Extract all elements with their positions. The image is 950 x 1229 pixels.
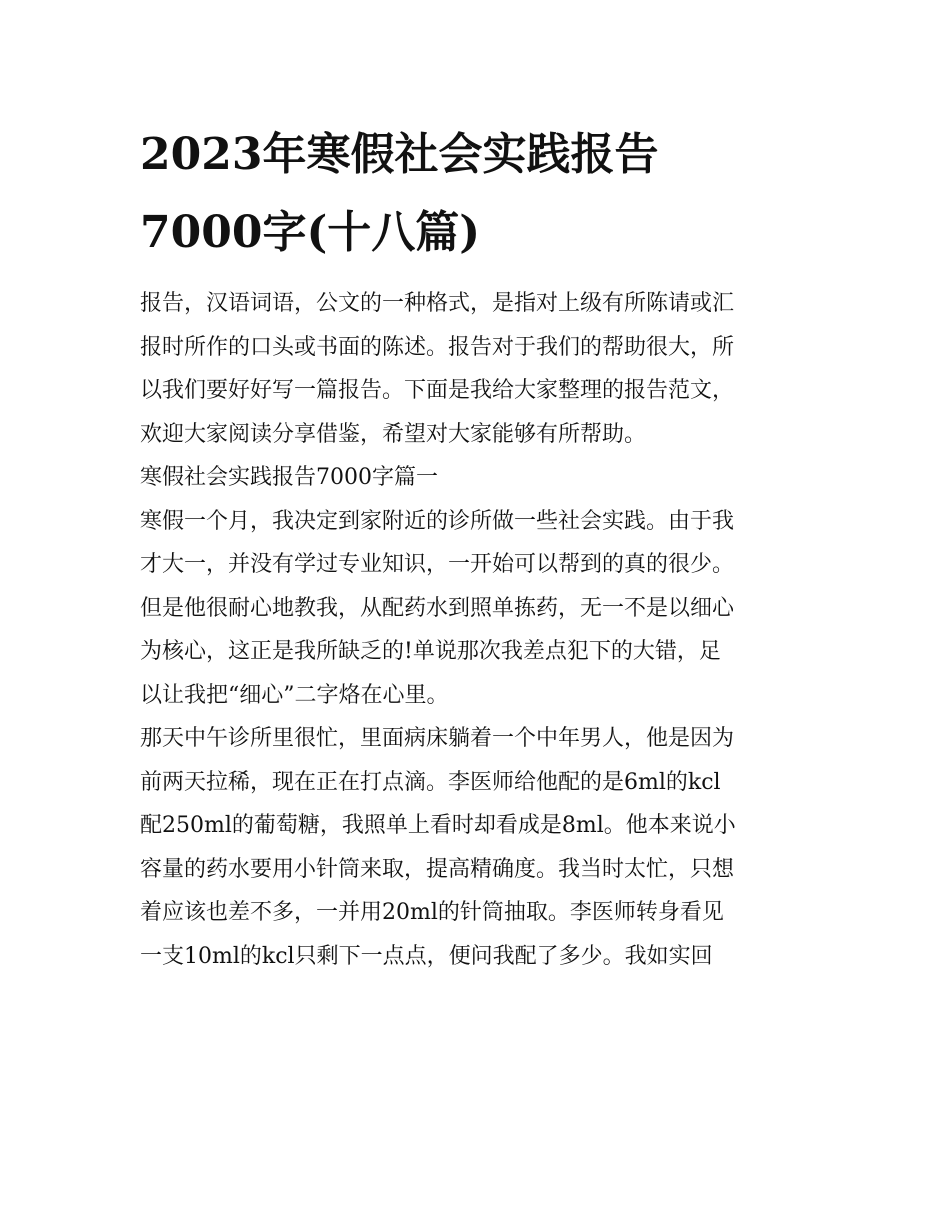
paragraph-line: 为核心，这正是我所缺乏的!单说那次我差点犯下的大错，足 [140, 639, 721, 664]
section-heading: 寒假社会实践报告7000字篇一 [140, 465, 438, 490]
intro-line: 欢迎大家阅读分享借鉴，希望对大家能够有所帮助。 [140, 421, 647, 447]
paragraph-line: 着应该也差不多，一并用20ml的针筒抽取。李医师转身看见 [140, 900, 724, 925]
body-paragraph-1 [140, 500, 820, 718]
body-paragraph-2 [140, 717, 820, 978]
title-line-1: 2023年寒假社会实践报告 [140, 129, 659, 180]
paragraph-line: 才大一，并没有学过专业知识，一开始可以帮到的真的很少。 [140, 552, 735, 577]
paragraph-line: 以让我把“细心”二字烙在心里。 [140, 682, 449, 708]
intro-line: 报告，汉语词语，公文的一种格式，是指对上级有所陈请或汇 [140, 291, 735, 316]
paragraph-line: 容量的药水要用小针筒来取，提高精确度。我当时太忙，只想 [140, 856, 735, 882]
paragraph-line: 寒假一个月，我决定到家附近的诊所做一些社会实践。由于我 [140, 508, 735, 534]
paragraph-line: 前两天拉稀，现在正在打点滴。李医师给他配的是6ml的kcl [140, 769, 721, 795]
paragraph-line: 但是他很耐心地教我，从配药水到照单拣药，无一不是以细心 [140, 595, 735, 621]
document-body [140, 282, 820, 978]
document-title [140, 116, 820, 272]
paragraph-line: 那天中午诊所里很忙，里面病床躺着一个中年男人，他是因为 [140, 726, 735, 751]
intro-line: 以我们要好好写一篇报告。下面是我给大家整理的报告范文， [140, 378, 735, 403]
intro-line: 报时所作的口头或书面的陈述。报告对于我们的帮助很大，所 [140, 334, 735, 360]
paragraph-line: 一支10ml的kcl只剩下一点点，便问我配了多少。我如实回 [140, 943, 713, 969]
paragraph-line: 配250ml的葡萄糖，我照单上看时却看成是8ml。他本来说小 [140, 813, 736, 838]
title-line-2: 7000字(十八篇) [140, 207, 481, 258]
intro-paragraph [140, 282, 820, 456]
